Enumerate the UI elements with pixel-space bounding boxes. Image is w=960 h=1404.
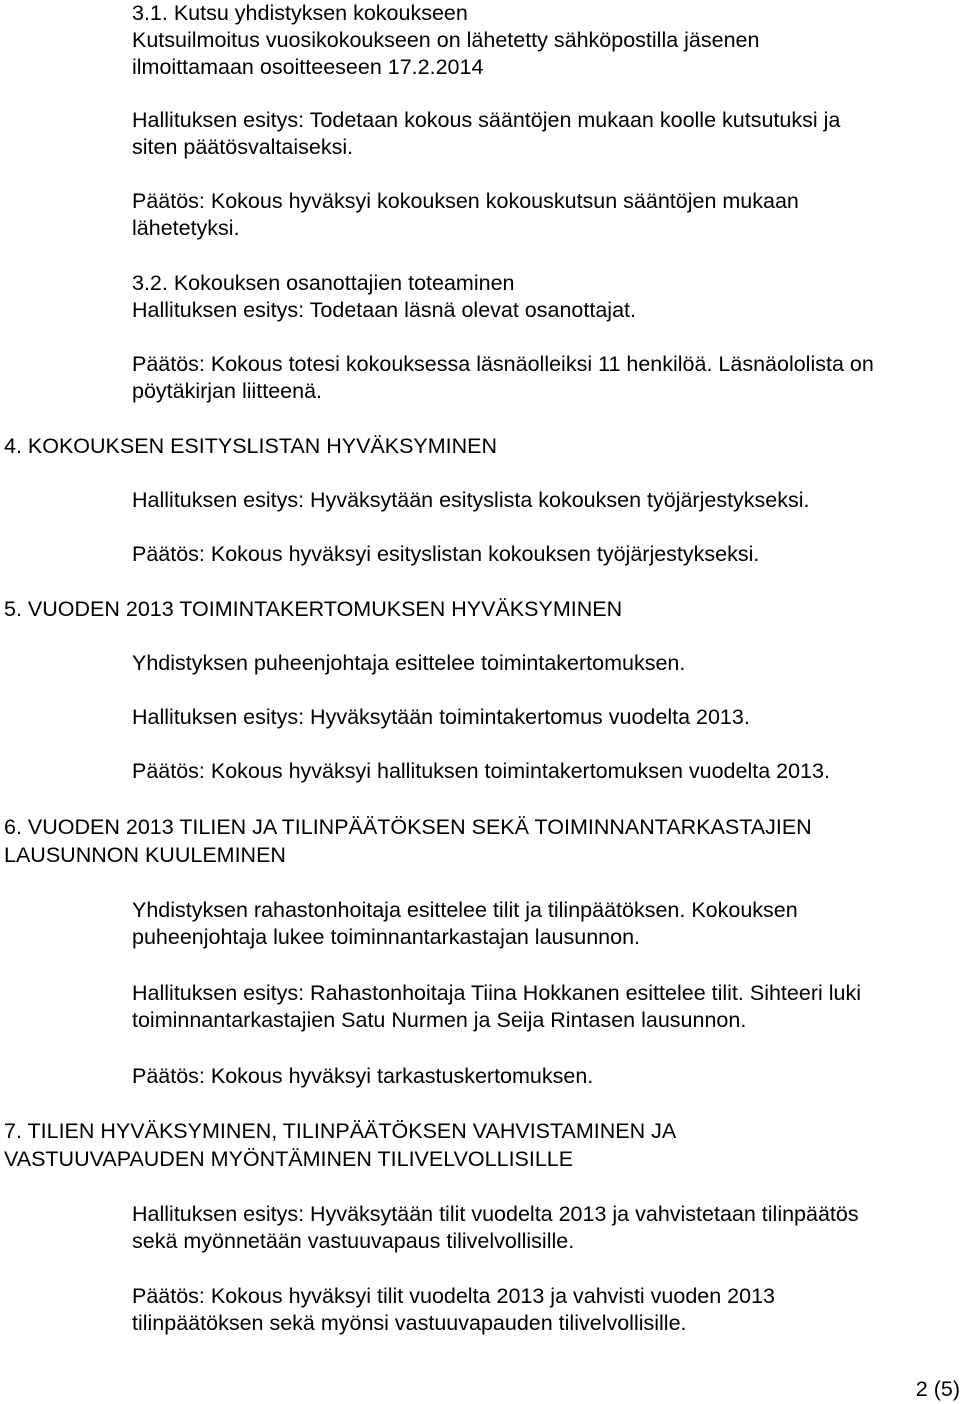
section-3-1-proposal-line: siten päätösvaltaiseksi.: [132, 135, 354, 159]
section-6-proposal-line: Hallituksen esitys: Rahastonhoitaja Tiina Hokkanen esittelee tilit. Sihteeri luki: [132, 981, 861, 1005]
section-3-1-title: 3.1. Kutsu yhdistyksen kokoukseen: [132, 1, 468, 25]
section-4-decision: Päätös: Kokous hyväksyi esityslistan kokouksen työjärjestykseksi.: [132, 542, 760, 566]
section-7-decision-line: Päätös: Kokous hyväksyi tilit vuodelta 2013 ja vahvisti vuoden 2013: [132, 1284, 776, 1308]
page-number: 2 (5): [915, 1377, 960, 1401]
section-7-heading-line: 7. TILIEN HYVÄKSYMINEN, TILINPÄÄTÖKSEN VAHVISTAMINEN JA: [4, 1119, 677, 1143]
section-7-proposal-line: Hallituksen esitys: Hyväksytään tilit vuodelta 2013 ja vahvistetaan tilinpäätös: [132, 1202, 859, 1226]
section-6-proposal-line: toiminnantarkastajien Satu Nurmen ja Seija Rintasen lausunnon.: [132, 1008, 747, 1032]
section-5-intro: Yhdistyksen puheenjohtaja esittelee toimintakertomuksen.: [132, 651, 686, 675]
section-6-decision: Päätös: Kokous hyväksyi tarkastuskertomuksen.: [132, 1064, 594, 1088]
section-6-heading-line: 6. VUODEN 2013 TILIEN JA TILINPÄÄTÖKSEN SEKÄ TOIMINNANTARKASTAJIEN: [4, 815, 812, 839]
section-5-heading: 5. VUODEN 2013 TOIMINTAKERTOMUKSEN HYVÄKSYMINEN: [4, 597, 623, 621]
section-3-1-text-line: ilmoittamaan osoitteeseen 17.2.2014: [132, 55, 484, 79]
section-5-decision: Päätös: Kokous hyväksyi hallituksen toimintakertomuksen vuodelta 2013.: [132, 759, 830, 783]
section-3-2-decision-line: pöytäkirjan liitteenä.: [132, 379, 323, 403]
section-3-2-title: 3.2. Kokouksen osanottajien toteaminen: [132, 271, 515, 295]
section-7-decision-line: tilinpäätöksen sekä myönsi vastuuvapauden tilivelvollisille.: [132, 1311, 687, 1335]
section-4-proposal: Hallituksen esitys: Hyväksytään esityslista kokouksen työjärjestykseksi.: [132, 488, 810, 512]
section-5-proposal: Hallituksen esitys: Hyväksytään toimintakertomus vuodelta 2013.: [132, 705, 750, 729]
section-3-2-decision-line: Päätös: Kokous totesi kokouksessa läsnäolleiksi 11 henkilöä. Läsnäololista on: [132, 352, 874, 376]
section-6-intro-line: Yhdistyksen rahastonhoitaja esittelee tilit ja tilinpäätöksen. Kokouksen: [132, 898, 798, 922]
section-7-proposal-line: sekä myönnetään vastuuvapaus tilivelvollisille.: [132, 1229, 575, 1253]
section-3-1-decision-line: lähetetyksi.: [132, 216, 240, 240]
section-3-2-proposal: Hallituksen esitys: Todetaan läsnä olevat osanottajat.: [132, 298, 636, 322]
section-7-heading-line: VASTUUVAPAUDEN MYÖNTÄMINEN TILIVELVOLLISILLE: [4, 1147, 574, 1171]
section-4-heading: 4. KOKOUKSEN ESITYSLISTAN HYVÄKSYMINEN: [4, 434, 498, 458]
section-6-heading-line: LAUSUNNON KUULEMINEN: [4, 843, 286, 867]
section-3-1-decision-line: Päätös: Kokous hyväksyi kokouksen kokouskutsun sääntöjen mukaan: [132, 189, 799, 213]
section-3-1-proposal-line: Hallituksen esitys: Todetaan kokous sääntöjen mukaan koolle kutsutuksi ja: [132, 108, 841, 132]
section-6-intro-line: puheenjohtaja lukee toiminnantarkastajan lausunnon.: [132, 925, 641, 949]
section-3-1-text-line: Kutsuilmoitus vuosikokoukseen on lähetetty sähköpostilla jäsenen: [132, 28, 760, 52]
